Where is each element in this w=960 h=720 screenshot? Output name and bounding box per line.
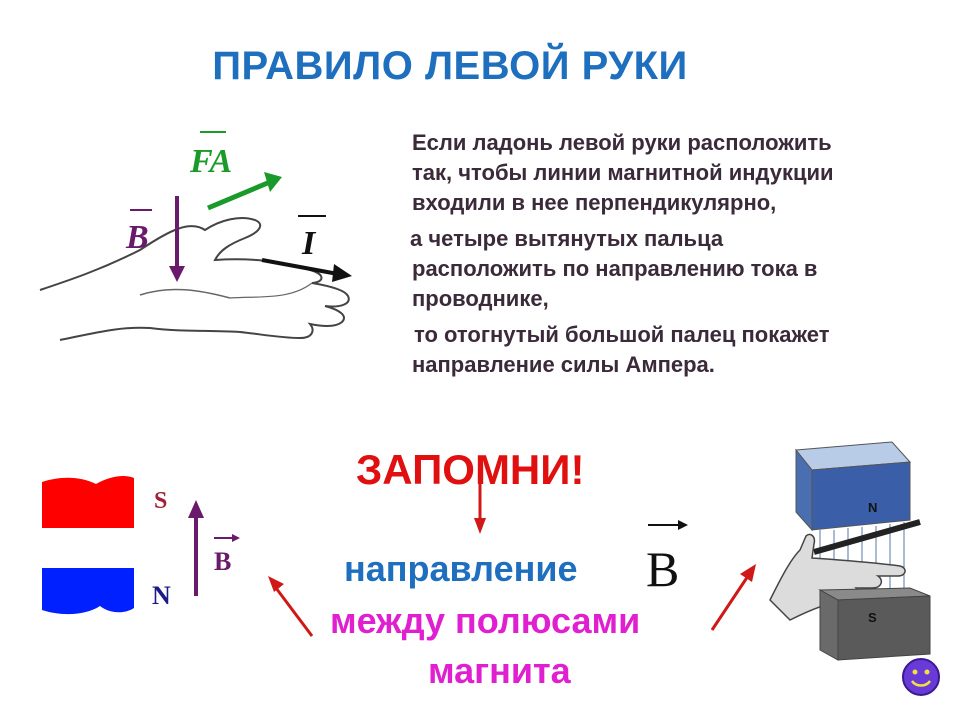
right-pointer-arrowhead [740, 564, 756, 582]
force-vector-arrow [208, 182, 270, 208]
page-title: ПРАВИЛО ЛЕВОЙ РУКИ [212, 44, 688, 88]
rule-line-8: направление силы Ампера. [412, 352, 715, 377]
s-pole-label: S [154, 488, 168, 514]
hand-finger-line [230, 283, 312, 298]
bottom-magnet-side [838, 596, 930, 660]
device-s-label: S [868, 610, 877, 625]
big-b-symbol: B [646, 541, 680, 597]
current-vector-arrow [262, 260, 338, 274]
rule-line-1: Если ладонь левой руки расположить [412, 130, 832, 155]
rule-line-2: так, чтобы линии магнитной индукции [412, 160, 834, 185]
left-hand-illustration [30, 120, 390, 380]
remember-down-arrowhead [474, 518, 486, 534]
field-arrowhead [188, 500, 204, 518]
current-vector-arrowhead [332, 264, 352, 282]
smiley-icon[interactable] [900, 656, 942, 698]
rule-line-4: а четыре вытянутых пальца [410, 226, 724, 251]
magnet-hand-device-illustration [760, 440, 960, 670]
direction-label: направление [344, 548, 578, 589]
between-poles-line-1: между полюсами [330, 600, 641, 641]
rule-line-7: то отогнутый большой палец покажет [414, 322, 830, 347]
right-pointer-arrow [712, 576, 748, 630]
b-label: B [126, 219, 149, 256]
remember-heading: ЗАПОМНИ! [356, 446, 585, 493]
between-poles-line-2: магнита [428, 650, 571, 691]
bottom-magnet-front [820, 590, 838, 660]
field-b-label: B [214, 547, 232, 576]
b-vector-arrowhead [169, 266, 185, 282]
current-label: I [302, 225, 316, 262]
n-pole-label: N [152, 581, 171, 610]
big-b-vector-bar [648, 518, 688, 532]
left-pointer-arrowhead [268, 576, 284, 592]
rule-line-6: проводнике, [412, 286, 549, 311]
hand-fold-line [140, 289, 230, 298]
top-magnet-side [812, 462, 910, 530]
left-pointer-arrow [276, 588, 312, 636]
field-b-vector-head [232, 534, 240, 542]
red-pole-block [42, 476, 134, 528]
device-n-label: N [868, 500, 878, 515]
blue-pole-block [42, 568, 134, 614]
magnet-poles-illustration [30, 470, 260, 630]
rule-line-3: входили в нее перпендикулярно, [412, 190, 777, 215]
rule-line-5: расположить по направлению тока в [412, 256, 818, 281]
force-label: FA [190, 143, 233, 180]
